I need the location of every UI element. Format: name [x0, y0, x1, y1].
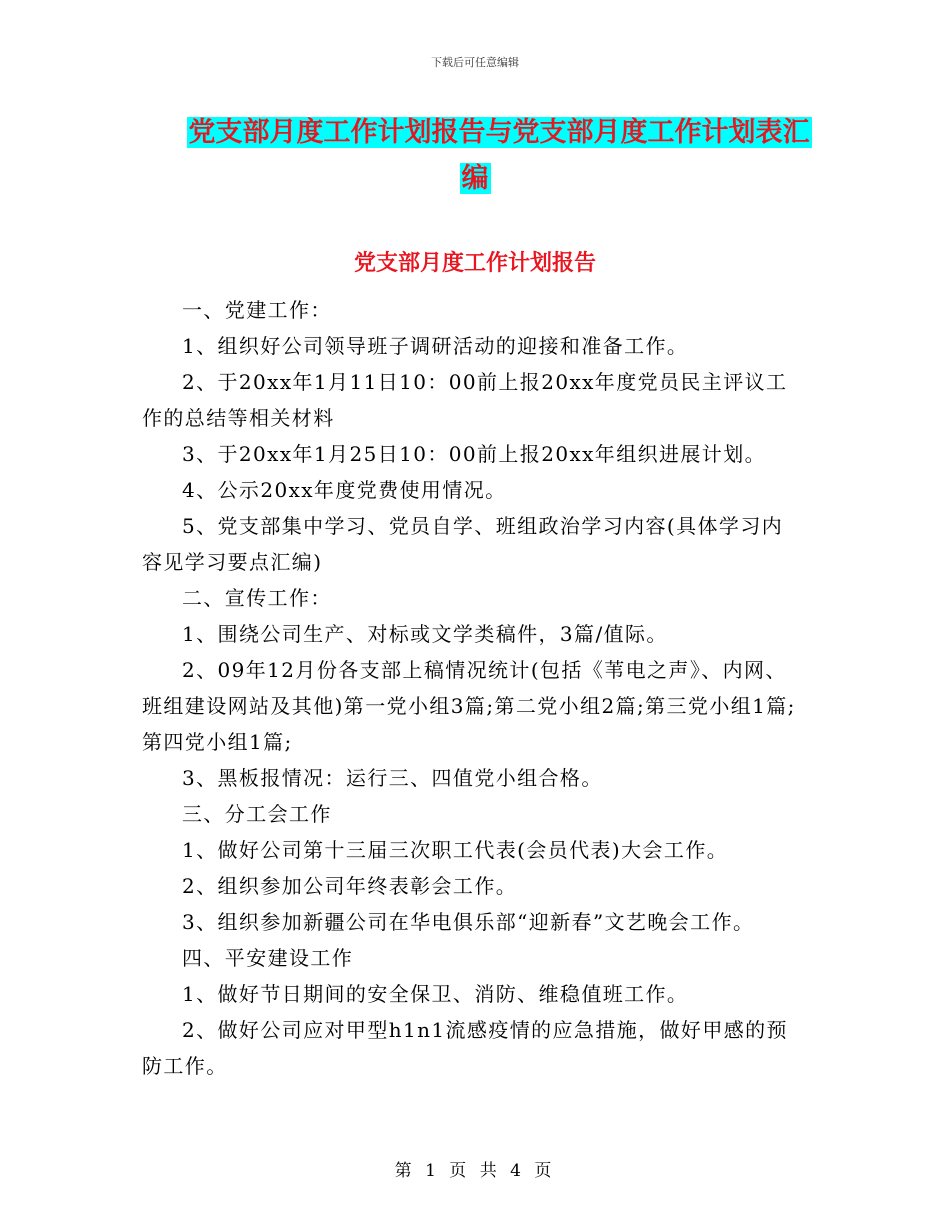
paragraph: 1、组织好公司领导班子调研活动的迎接和准备工作。: [182, 334, 689, 358]
paragraph: 2、于20xx年1月11日10：00前上报20xx年度党员民主评议工作的总结等相关材料: [142, 370, 788, 430]
paragraph: 2、组织参加公司年终表彰会工作。: [182, 874, 518, 898]
document-title: [0, 110, 950, 202]
paragraph: 4、公示20xx年度党费使用情况。: [182, 478, 507, 502]
body-text: [142, 292, 802, 1084]
title-line-2: 编: [461, 163, 489, 194]
page-footer: 第 1 页 共 4 页: [394, 1161, 556, 1181]
paragraph: 3、黑板报情况：运行三、四值党小组合格。: [182, 766, 603, 790]
paragraph: 2、做好公司应对甲型h1n1流感疫情的应急措施，做好甲感的预防工作。: [142, 1018, 788, 1078]
paragraph: 四、平安建设工作: [182, 946, 354, 970]
paragraph: 二、宣传工作：: [182, 586, 332, 610]
paragraph: 一、党建工作：: [182, 298, 332, 322]
paragraph: 5、党支部集中学习、党员自学、班组政治学习内容(具体学习内容见学习要点汇编): [142, 514, 784, 574]
paragraph: 3、组织参加新疆公司在华电俱乐部“迎新春”文艺晚会工作。: [182, 910, 755, 934]
title-line-1: 党支部月度工作计划报告与党支部月度工作计划表汇: [188, 117, 810, 148]
paragraph: 1、围绕公司生产、对标或文学类稿件，3篇/值际。: [182, 622, 668, 646]
header-note: 下载后可任意编辑: [431, 56, 519, 69]
paragraph: 三、分工会工作: [182, 802, 332, 826]
paragraph: 1、做好公司第十三届三次职工代表(会员代表)大会工作。: [182, 838, 729, 862]
paragraph: 2、09年12月份各支部上稿情况统计(包括《苇电之声》、内网、班组建设网站及其他)第一党小组3篇;第二党小组2篇;第三党小组1篇;第四党小组1篇;: [142, 658, 796, 754]
paragraph: 3、于20xx年1月25日10：00前上报20xx年组织进展计划。: [182, 442, 767, 466]
section-title: 党支部月度工作计划报告: [353, 250, 596, 276]
paragraph: 1、做好节日期间的安全保卫、消防、维稳值班工作。: [182, 982, 689, 1006]
